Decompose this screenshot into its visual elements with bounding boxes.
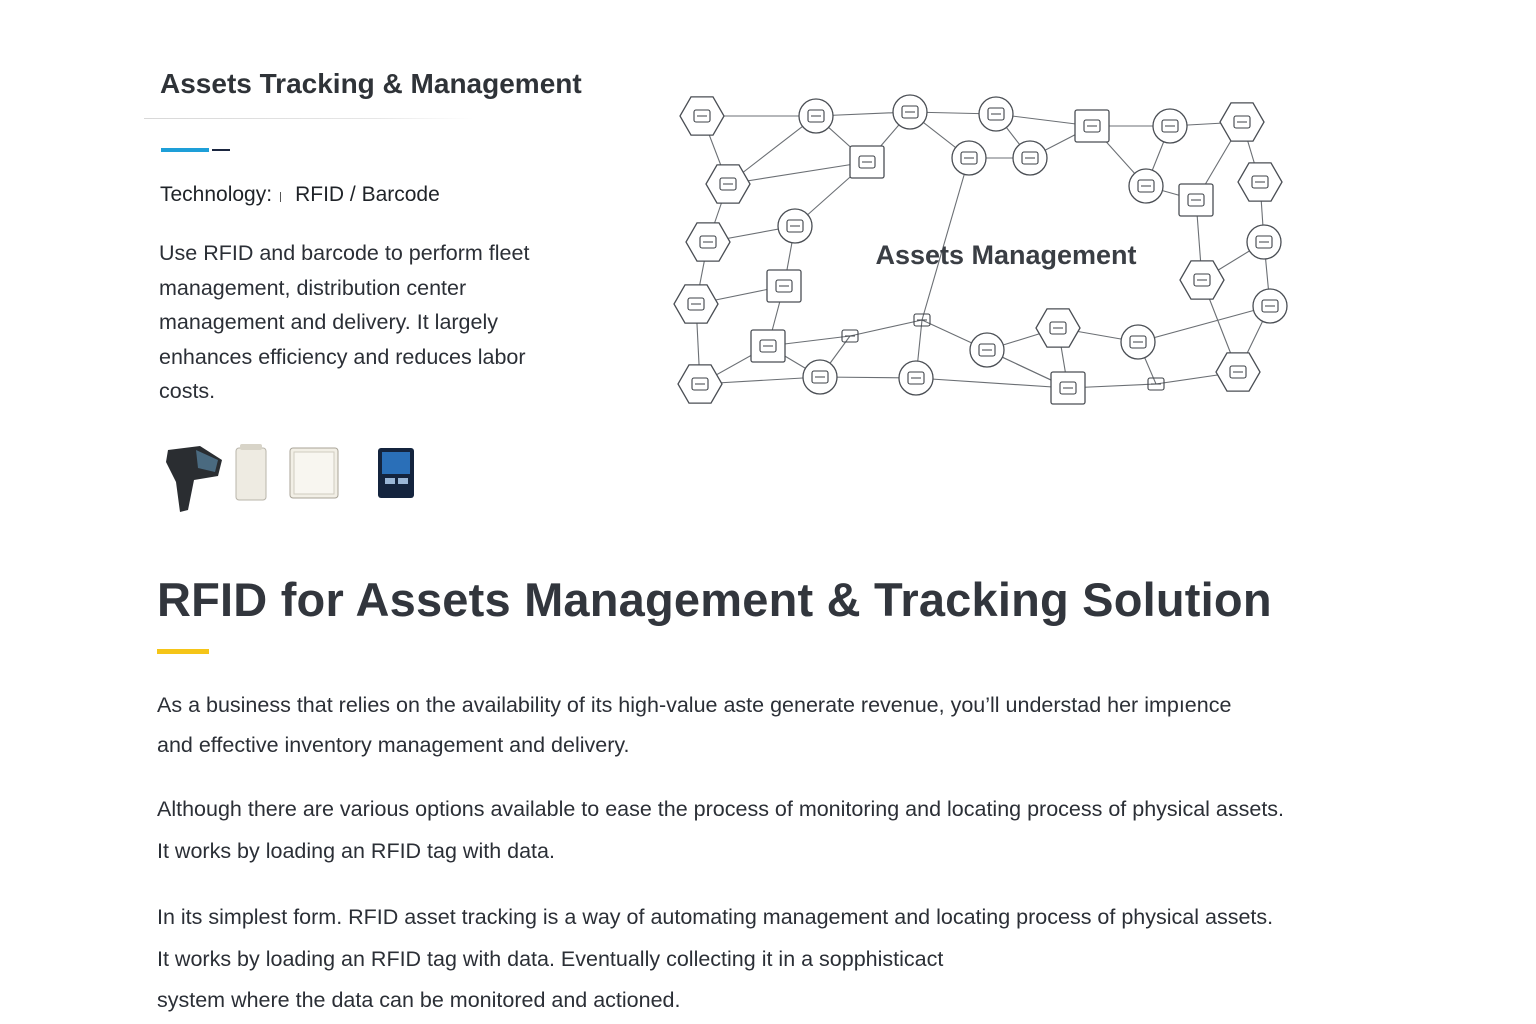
rfid-reader-icon <box>236 444 266 500</box>
technology-row <box>160 183 440 207</box>
asset-node-icon <box>850 146 884 178</box>
device-images <box>160 440 430 520</box>
paragraph-1-line-2: and effective inventory management and delivery. <box>157 733 630 757</box>
asset-node-icon <box>970 333 1004 367</box>
asset-node-icon <box>686 223 730 261</box>
paragraph-3 <box>157 897 1273 1022</box>
asset-node-icon <box>751 330 785 362</box>
paragraph-3-line-3: system where the data can be monitored and actioned. <box>157 988 681 1012</box>
asset-node-icon <box>799 99 833 133</box>
asset-node-icon <box>767 270 801 302</box>
asset-node-icon <box>1247 225 1281 259</box>
asset-node-icon <box>1220 103 1264 141</box>
assets-network-diagram <box>660 80 1300 420</box>
diagram-center-label: Assets Management <box>875 240 1137 270</box>
asset-node-icon <box>778 209 812 243</box>
network-link <box>922 158 969 320</box>
paragraph-2-line-1: Although there are various options available to ease the process of monitoring and locating process of physical assets. <box>157 797 1285 821</box>
card-description: Use RFID and barcode to perform fleet management, distribution center management and delivery. It largely enhances efficiency and reduces labor costs. <box>159 241 530 403</box>
asset-node-icon <box>674 285 718 323</box>
asset-node-icon <box>893 95 927 129</box>
paragraph-3-line-1: In its simplest form. RFID asset tracking is a way of automating management and locating process of physical assets. <box>157 905 1274 929</box>
technology-label: Technology: <box>160 183 273 206</box>
asset-node-icon <box>1129 169 1163 203</box>
rfid-terminal-icon <box>378 448 414 498</box>
technology-value: RFID / Barcode <box>295 183 440 206</box>
paragraph-2-line-2: It works by loading an RFID tag with data. <box>157 839 555 863</box>
asset-node-icon <box>952 141 986 175</box>
card-title: Assets Tracking & Management <box>160 68 582 99</box>
rfid-reader-panel-icon <box>290 448 338 498</box>
asset-node-icon <box>1013 141 1047 175</box>
asset-node-icon <box>706 165 750 203</box>
asset-node-icon <box>1051 372 1085 404</box>
paragraph-1 <box>157 685 1231 765</box>
asset-node-icon <box>1153 109 1187 143</box>
asset-node-icon <box>1075 110 1109 142</box>
asset-node-icon <box>979 97 1013 131</box>
accent-bar <box>161 148 209 152</box>
separator <box>280 192 281 202</box>
title-divider <box>144 118 474 119</box>
section-title: RFID for Assets Management & Tracking Solution <box>157 573 1272 626</box>
section-accent-bar <box>157 649 209 654</box>
asset-node-icon <box>1121 325 1155 359</box>
asset-node-icon <box>842 330 858 342</box>
asset-node-icon <box>1253 289 1287 323</box>
asset-node-icon <box>1036 309 1080 347</box>
paragraph-1-line-1: As a business that relies on the availability of its high-value aste generate revenue, you’ll understad her impıence <box>157 693 1232 717</box>
asset-node-icon <box>1179 184 1213 216</box>
asset-node-icon <box>899 361 933 395</box>
asset-node-icon <box>678 365 722 403</box>
asset-node-icon <box>803 360 837 394</box>
network-link <box>1138 306 1270 342</box>
asset-node-icon <box>680 97 724 135</box>
asset-node-icon <box>1238 163 1282 201</box>
handheld-scanner-icon <box>166 446 222 512</box>
accent-bar-mark <box>212 149 230 151</box>
asset-node-icon <box>1180 261 1224 299</box>
paragraph-3-line-2: It works by loading an RFID tag with data. Eventually collecting it in a sopphisticact <box>157 946 944 971</box>
network-link <box>916 378 1068 388</box>
asset-node-icon <box>1216 353 1260 391</box>
paragraph-2 <box>157 788 1284 872</box>
network-link <box>850 320 922 336</box>
